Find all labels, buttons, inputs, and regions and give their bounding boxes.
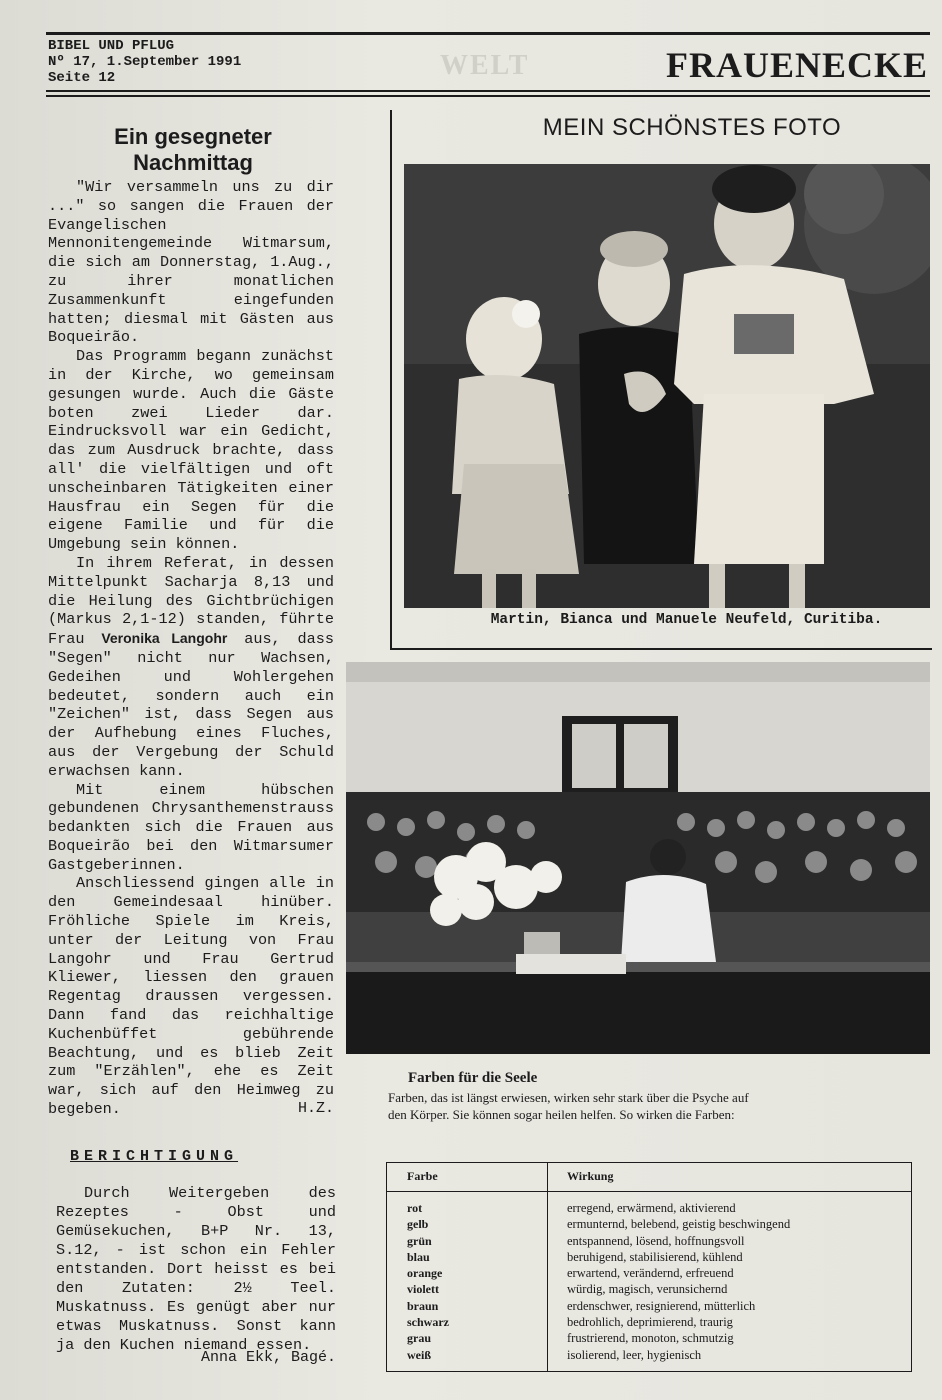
wirkung-column <box>567 1200 790 1363</box>
wirkung-cell: bedrohlich, deprimierend, traurig <box>567 1315 733 1330</box>
farbe-cell: blau <box>407 1249 430 1264</box>
article-title: Ein gesegneter Nachmittag <box>114 124 272 175</box>
children-photo-illustration <box>404 164 930 608</box>
church-photo <box>346 662 930 1054</box>
column-header-farbe: Farbe <box>407 1169 438 1183</box>
children-photo <box>404 164 930 608</box>
wirkung-cell: würdig, magisch, verunsichernd <box>567 1282 728 1297</box>
farbe-cell: violett <box>407 1282 439 1297</box>
farbe-cell: grün <box>407 1233 432 1248</box>
farbe-cell: gelb <box>407 1217 429 1232</box>
article-text: aus, dass "Segen" nicht nur Wachsen, Gedeihen und Wohlergehen bedeutet, sondern auch ein "Zeichen" ist, dass Segen aus der Aufhebung eines Fluches, aus der Vergebung der Schuld erwachsen kann. <box>48 630 334 780</box>
article-paragraph: "Wir versammeln uns zu dir ..." so sangen die Frauen der Evangelischen Mennonitengemeinde Witmarsum, die sich am Donnerstag, 1.Aug., zu ihrer monatlichen Zusammenkunft eingefunden hatten; diesmal mit Gästen aus Boqueirão. <box>48 178 334 347</box>
photo-caption: Martin, Bianca und Manuele Neufeld, Curitiba. <box>490 612 883 628</box>
publication-name: BIBEL UND PFLUG <box>48 38 175 54</box>
table-header <box>387 1163 911 1192</box>
article-paragraph: Mit einem hübschen gebundenen Chrysanthemenstrauss bedankten sich die Frauen aus Boqueirão bei den Witmarsumer Gastgeberinnen. <box>48 780 334 874</box>
correction-signature: Anna Ekk, Bagé. <box>200 1349 336 1366</box>
article-text: In ihrem Referat, in dessen Mittelpunkt Sacharja 8,13 und die Heilung des Gichtbrüchigen (Markus 2,1-12) standen, führte Frau <box>48 553 334 649</box>
masthead-info <box>48 38 241 86</box>
column-divider <box>547 1163 548 1371</box>
article-body <box>48 178 334 1119</box>
correction-text: Durch Weitergeben des Rezeptes - Obst und Gemüsekuchen, B+P Nr. 13, S.12, - ist schon ein Fehler entstanden. Dort heisst es bei den Zutaten: 2½ Teel. Muskatnuss. Es genügt aber nur etwas Muskatnuss. Sonst kann ja den Kuchen niemand essen. <box>56 1184 336 1354</box>
farbe-cell: schwarz <box>407 1315 449 1330</box>
section-title: FRAUENECKE <box>665 45 928 85</box>
page-number: Seite 12 <box>48 70 116 86</box>
masthead-rule-2 <box>46 95 930 97</box>
top-rule <box>46 32 930 35</box>
correction-heading: BERICHTIGUNG <box>70 1148 239 1165</box>
farben-title: Farben für die Seele <box>408 1070 538 1086</box>
wirkung-cell: ermunternd, belebend, geistig beschwingend <box>567 1217 791 1232</box>
farbe-cell: rot <box>407 1201 423 1215</box>
wirkung-cell: erregend, erwärmend, aktivierend <box>567 1201 736 1215</box>
farben-table <box>386 1162 912 1372</box>
article-paragraph: Anschliessend gingen alle in den Gemeindesaal hinüber. Fröhliche Spiele im Kreis, unter der Leitung von Frau Langohr und Frau Gertrud Kliewer, liessen den grauen Regentag draussen vergessen. Dann fand das reichhaltige Kuchenbüffet gebührende Beachtung, und es blieb Zeit zum "Erzählen", ehe es Zeit war, sich auf den Heimweg zu begeben. <box>48 874 334 1119</box>
show-through-text: WELT <box>440 50 530 81</box>
church-photo-illustration <box>346 662 930 1054</box>
article-paragraph: Das Programm begann zunächst in der Kirche, wo gemeinsam gesungen wurde. Auch die Gäste boten zwei Lieder dar. Eindrucksvoll war ein Gedicht, das zum Ausdruck brachte, dass all' die vielfältigen und oft unscheinbaren Tätigkeiten einer Hausfrau ein Segen für die eigene Familie und für die Umgebung sein können. <box>48 347 334 554</box>
farben-intro: Farben, das ist längst erwiesen, wirken sehr stark über die Psyche auf den Körper. Sie können sogar heilen helfen. So wirken die Farben: <box>388 1090 749 1122</box>
masthead-rule-1 <box>46 90 930 92</box>
farbe-cell: weiß <box>407 1347 431 1362</box>
wirkung-cell: erdenschwer, resignierend, mütterlich <box>567 1298 756 1313</box>
speaker-name: Veronika Langohr <box>101 630 228 647</box>
column-header-wirkung: Wirkung <box>567 1169 614 1183</box>
wirkung-cell: isolierend, leer, hygienisch <box>567 1347 702 1362</box>
wirkung-cell: beruhigend, stabilisierend, kühlend <box>567 1249 743 1264</box>
wirkung-cell: frustrierend, monoton, schmutzig <box>567 1331 734 1346</box>
photo-feature-title: MEIN SCHÖNSTES FOTO <box>542 114 842 141</box>
issue-date: Nº 17, 1.September 1991 <box>48 54 242 70</box>
wirkung-cell: erwartend, verändernd, erfreuend <box>567 1266 734 1281</box>
farbe-column <box>407 1200 449 1363</box>
farbe-cell: grau <box>407 1331 431 1346</box>
wirkung-cell: entspannend, lösend, hoffnungsvoll <box>567 1233 745 1248</box>
article-signature: H.Z. <box>297 1100 334 1117</box>
farbe-cell: orange <box>407 1266 443 1281</box>
correction-body <box>56 1184 336 1355</box>
farbe-cell: braun <box>407 1298 439 1313</box>
article-paragraph <box>48 554 334 781</box>
